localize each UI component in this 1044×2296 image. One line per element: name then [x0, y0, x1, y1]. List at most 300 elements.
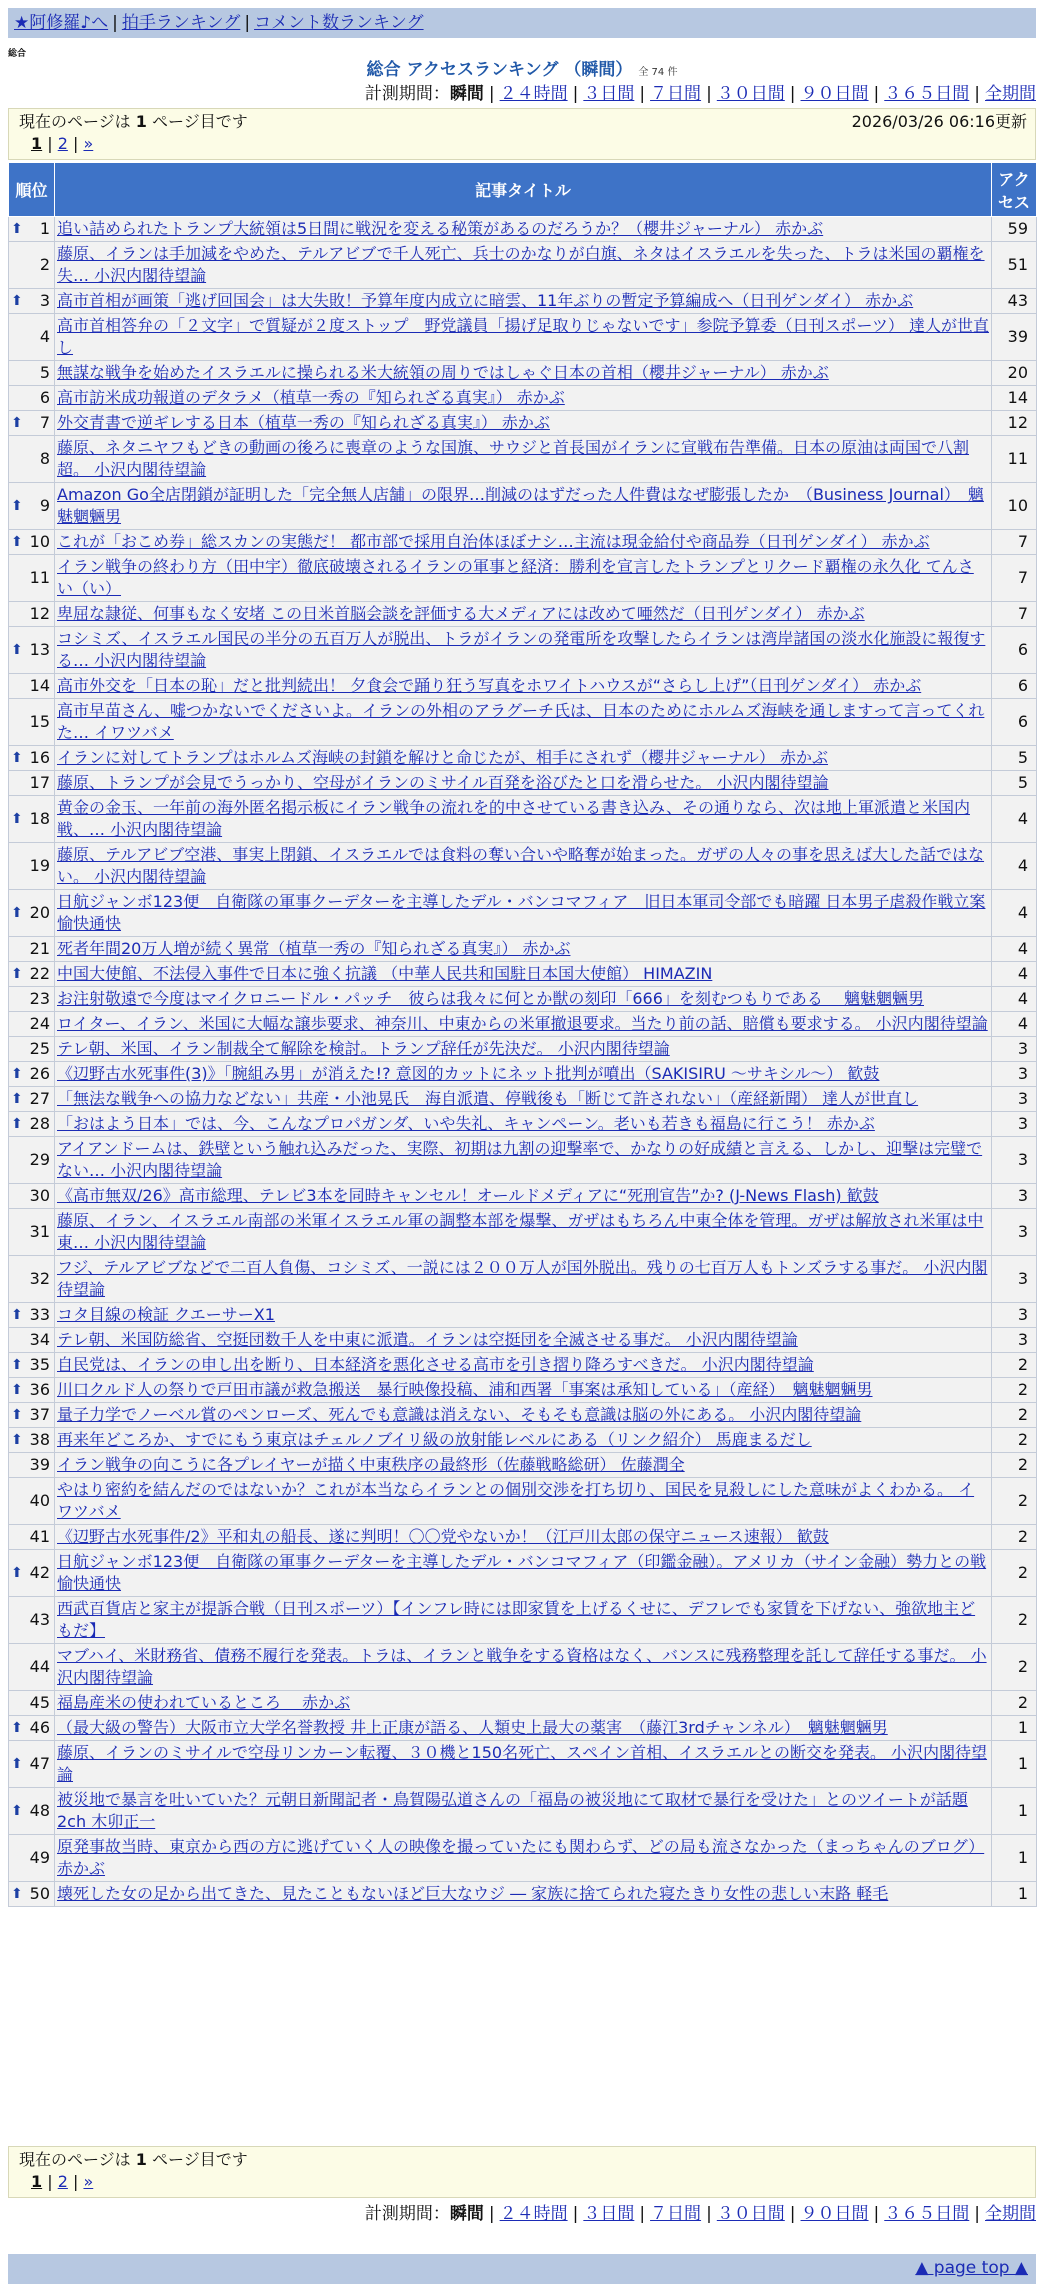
table-row	[9, 314, 1037, 361]
title-cell	[55, 1037, 992, 1062]
access-count: 51	[992, 242, 1037, 289]
title-cell	[55, 962, 992, 987]
period-separator: |	[639, 2204, 646, 2224]
page-top-link[interactable]: ▲ page top ▲	[915, 2258, 1028, 2278]
article-link[interactable]: 《辺野古水死事件/2》平和丸の船長、遂に判明！〇〇党やないか！（江戸川太郎の保守ニュース速報） 歓鼓	[57, 1527, 829, 1546]
title-cell	[55, 483, 992, 530]
rank-cell	[9, 1137, 55, 1184]
access-count: 4	[992, 987, 1037, 1012]
article-link[interactable]: 自民党は、イランの申し出を断り、日本経済を悪化させる高市を引き摺り降ろすべきだ。 小沢内閣待望論	[57, 1355, 814, 1374]
rank-cell	[9, 627, 55, 674]
rank-number: 37	[29, 1405, 50, 1424]
title-cell	[55, 771, 992, 796]
title-cell	[55, 674, 992, 699]
article-link[interactable]: 藤原、イランは手加減をやめた、テルアビブで千人死亡、兵士のかなりが白旗、ネタはイスラエルを失った、トラは米国の覇権を失… 小沢内閣待望論	[57, 244, 985, 285]
article-link[interactable]: 日航ジャンボ123便 自衛隊の軍事クーデターを主導したデル・バンコマフィア（印鑑金融）。アメリカ（サイン金融）勢力との戦 愉快通快	[57, 1552, 987, 1593]
rank-number: 31	[29, 1222, 50, 1241]
rank-cell	[9, 1112, 55, 1137]
rank-cell	[9, 699, 55, 746]
rank-up-arrow-icon: ⬆	[11, 1066, 23, 1082]
rank-cell	[9, 483, 55, 530]
rank-up-arrow-icon: ⬆	[11, 1357, 23, 1373]
rank-cell	[9, 386, 55, 411]
table-row	[9, 242, 1037, 289]
title-cell	[55, 314, 992, 361]
table-row	[9, 796, 1037, 843]
article-link[interactable]: イラン戦争の終わり方（田中宇）徹底破壊されるイランの軍事と経済：勝利を宣言したトランプとリクード覇権の永久化 てんさい（い）	[57, 557, 974, 598]
article-link[interactable]: 福島産米の使われているところ 赤かぶ	[57, 1693, 351, 1712]
article-link[interactable]: 藤原、トランプが会見でうっかり、空母がイランのミサイル百発を浴びたと口を滑らせた。 小沢内閣待望論	[57, 773, 829, 792]
table-row	[9, 1716, 1037, 1741]
period-separator: |	[789, 84, 796, 104]
access-count: 3	[992, 1037, 1037, 1062]
table-row	[9, 483, 1037, 530]
access-count: 2	[992, 1453, 1037, 1478]
page-2-link[interactable]: 2	[57, 2172, 68, 2191]
table-row	[9, 217, 1037, 242]
rank-number: 12	[29, 604, 50, 623]
article-link[interactable]: 藤原、イランのミサイルで空母リンカーン転覆、３０機と150名死亡、スペイン首相、イスラエルとの断交を発表。 小沢内閣待望論	[57, 1743, 988, 1784]
title-cell	[55, 937, 992, 962]
title-cell	[55, 1012, 992, 1037]
rank-up-arrow-icon: ⬆	[11, 534, 23, 550]
table-row	[9, 1184, 1037, 1209]
table-row	[9, 1403, 1037, 1428]
title-cell	[55, 1137, 992, 1184]
article-link[interactable]: イラン戦争の向こうに各プレイヤーが描く中東秩序の最終形（佐藤戦略総研） 佐藤潤全	[57, 1455, 685, 1474]
article-link[interactable]: Amazon Go全店閉鎖が証明した「完全無人店舗」の限界…削減のはずだった人件費はなぜ膨張したか （Business Journal） 魑魅魍魎男	[57, 485, 984, 526]
rank-number: 50	[29, 1884, 50, 1903]
article-link[interactable]: これが「おこめ券」総スカンの実態だ！ 都市部で採用自治体ほぼナシ…主流は現金給付や商品券（日刊ゲンダイ） 赤かぶ	[57, 532, 930, 551]
period-separator: |	[572, 2204, 579, 2224]
article-link[interactable]: 死者年間20万人増が続く異常（植草一秀の『知られざる真実』） 赤かぶ	[57, 939, 571, 958]
article-link[interactable]: 壊死した女の足から出てきた、見たこともないほど巨大なウジ ― 家族に捨てられた寝たきり女性の悲しい末路 軽毛	[57, 1884, 889, 1903]
table-row	[9, 1037, 1037, 1062]
page-2-link[interactable]: 2	[57, 134, 68, 153]
rank-cell	[9, 1378, 55, 1403]
rank-number: 23	[29, 989, 50, 1008]
table-row	[9, 386, 1037, 411]
article-link[interactable]: 高市首相答弁の「２文字」で質疑が２度ストップ 野党議員「揚げ足取りじゃないです」参院予算委（日刊スポーツ） 達人が世直し	[57, 316, 989, 357]
title-cell	[55, 217, 992, 242]
rank-cell	[9, 555, 55, 602]
rank-number: 10	[29, 532, 50, 551]
table-row	[9, 699, 1037, 746]
table-row	[9, 1353, 1037, 1378]
article-link[interactable]: コタ目線の検証 クエーサーX1	[57, 1305, 275, 1324]
title-cell	[55, 987, 992, 1012]
period-option-link[interactable]: ２４時間	[499, 2204, 568, 2224]
table-row	[9, 1644, 1037, 1691]
rank-number: 3	[39, 291, 50, 310]
title-cell	[55, 386, 992, 411]
rank-up-arrow-icon: ⬆	[11, 1307, 23, 1323]
article-link[interactable]: 「無法な戦争への協力などない」共産・小池晃氏 海自派遣、停戦後も「断じて許されない」（産経新聞） 達人が世直し	[57, 1089, 919, 1108]
rank-number: 18	[29, 809, 50, 828]
access-count: 2	[992, 1525, 1037, 1550]
table-row	[9, 1112, 1037, 1137]
current-page-post: ページ目です	[146, 2150, 248, 2169]
table-header-row	[9, 163, 1037, 217]
article-link[interactable]: 藤原、テルアビブ空港、事実上閉鎖、イスラエルでは食料の奪い合いや略奪が始まった。ガザの人々の事を思えば大した話ではない。 小沢内閣待望論	[57, 845, 985, 886]
period-option-link[interactable]: 全期間	[985, 84, 1036, 104]
article-link[interactable]: テレ朝、米国防総省、空挺団数千人を中東に派遣。イランは空挺団を全滅させる事だ。 小沢内閣待望論	[57, 1330, 798, 1349]
rank-cell	[9, 1741, 55, 1788]
rank-cell	[9, 1597, 55, 1644]
comment-ranking-link[interactable]: コメント数ランキング	[254, 13, 424, 33]
title-cell	[55, 1691, 992, 1716]
access-count: 2	[992, 1428, 1037, 1453]
article-link[interactable]: 「おはよう日本」では、今、こんなプロパガンダ、いや失礼、キャンペーン。老いも若きも福島に行こう！ 赤かぶ	[57, 1114, 875, 1133]
rank-number: 13	[29, 640, 50, 659]
table-row	[9, 987, 1037, 1012]
article-link[interactable]: 無謀な戦争を始めたイスラエルに操られる米大統領の周りではしゃぐ日本の首相（櫻井ジャーナル） 赤かぶ	[57, 363, 829, 382]
next-page-link[interactable]: »	[83, 2172, 94, 2191]
rank-cell	[9, 289, 55, 314]
rank-cell	[9, 1478, 55, 1525]
rank-cell	[9, 1184, 55, 1209]
period-current: 瞬間	[449, 2204, 484, 2224]
article-link[interactable]: 高市早苗さん、嘘つかないでくださいよ。イランの外相のアラグーチ氏は、日本のためにホルムズ海峡を通しますって言ってくれた… イワツバメ	[57, 701, 985, 742]
access-count: 3	[992, 1209, 1037, 1256]
article-link[interactable]: コシミズ、イスラエル国民の半分の五百万人が脱出、トラがイランの発電所を攻撃したらイランは湾岸諸国の淡水化施設に報復する… 小沢内閣待望論	[57, 629, 986, 670]
table-row	[9, 1378, 1037, 1403]
rank-cell	[9, 1525, 55, 1550]
title-cell	[55, 1209, 992, 1256]
article-link[interactable]: 《辺野古水死事件(3)》「腕組み男」が消えた!? 意図的カットにネット批判が噴出（SAKISIRU 〜サキシル〜） 歓鼓	[57, 1064, 880, 1083]
page-separator: |	[67, 2172, 84, 2191]
access-count: 1	[992, 1741, 1037, 1788]
rank-cell	[9, 217, 55, 242]
article-link[interactable]: アイアンドームは、鉄壁という触れ込みだった、実際、初期は九割の迎撃率で、かなりの好成績と言える、しかし、迎撃は完璧でない… 小沢内閣待望論	[57, 1139, 983, 1180]
rank-up-arrow-icon: ⬆	[11, 1091, 23, 1107]
rank-number: 36	[29, 1380, 50, 1399]
article-link[interactable]: 追い詰められたトランプ大統領は5日間に戦況を変える秘策があるのだろうか？（櫻井ジャーナル） 赤かぶ	[57, 219, 824, 238]
rank-number: 29	[29, 1150, 50, 1169]
rank-up-arrow-icon: ⬆	[11, 1803, 23, 1819]
rank-cell	[9, 361, 55, 386]
period-selector-top	[365, 82, 1036, 106]
title-cell	[55, 1644, 992, 1691]
period-separator: |	[873, 84, 880, 104]
current-page-pre: 現在のページは	[19, 2150, 136, 2169]
rank-cell	[9, 1328, 55, 1353]
table-row	[9, 890, 1037, 937]
period-option-link[interactable]: 全期間	[985, 2204, 1036, 2224]
rank-up-arrow-icon: ⬆	[11, 1720, 23, 1736]
period-separator: |	[488, 84, 495, 104]
period-option-link[interactable]: ７日間	[650, 2204, 702, 2224]
period-option-link[interactable]: ２４時間	[499, 84, 568, 104]
article-link[interactable]: 卑屈な隷従、何事もなく安堵 この日米首脳会談を評価する大メディアには改めて唖然だ（日刊ゲンダイ） 赤かぶ	[57, 604, 865, 623]
period-separator: |	[789, 2204, 796, 2224]
rank-number: 21	[29, 939, 50, 958]
table-row	[9, 674, 1037, 699]
table-row	[9, 1835, 1037, 1882]
rank-number: 25	[29, 1039, 50, 1058]
article-link[interactable]: マブハイ、米財務省、債務不履行を発表。トラは、イランと戦争をする資格はなく、バンスに残務整理を託して辞任する事だ。 小沢内閣待望論	[57, 1646, 987, 1687]
table-row	[9, 1303, 1037, 1328]
access-header: アクセス	[992, 163, 1037, 217]
table-row	[9, 1256, 1037, 1303]
title-cell	[55, 1303, 992, 1328]
access-count: 2	[992, 1478, 1037, 1525]
rank-number: 30	[29, 1186, 50, 1205]
table-row	[9, 962, 1037, 987]
article-link[interactable]: 日航ジャンボ123便 自衛隊の軍事クーデターを主導したデル・バンコマフィア 旧日本軍司令部でも暗躍 日本男子虐殺作戦立案 愉快通快	[57, 892, 986, 933]
rank-cell	[9, 1012, 55, 1037]
table-row	[9, 627, 1037, 674]
rank-number: 19	[29, 856, 50, 875]
period-option-link[interactable]: ３６５日間	[884, 84, 970, 104]
rank-number: 26	[29, 1064, 50, 1083]
access-count: 4	[992, 1012, 1037, 1037]
rank-number: 48	[29, 1801, 50, 1820]
current-page-number: 1	[135, 112, 147, 131]
title-cell	[55, 1788, 992, 1835]
title-cell	[55, 1550, 992, 1597]
rank-number: 38	[29, 1430, 50, 1449]
rank-number: 2	[39, 255, 50, 274]
rank-cell	[9, 1403, 55, 1428]
article-link[interactable]: 高市訪米成功報道のデタラメ（植草一秀の『知られざる真実』） 赤かぶ	[57, 388, 565, 407]
article-link[interactable]: 被災地で暴言を吐いていた？元朝日新聞記者・鳥賀陽弘道さんの「福島の被災地にて取材で暴行を受けた」とのツイートが話題 2ch 木卯正一	[57, 1790, 968, 1831]
access-count: 7	[992, 602, 1037, 627]
nav-separator: |	[112, 13, 118, 33]
page-title-text: 総合 アクセスランキング （瞬間）	[366, 60, 633, 80]
rank-cell	[9, 1353, 55, 1378]
period-label: 計測期間：	[364, 84, 450, 104]
period-separator: |	[639, 84, 646, 104]
table-row	[9, 1525, 1037, 1550]
rank-number: 35	[29, 1355, 50, 1374]
rank-number: 5	[39, 363, 50, 382]
title-cell	[55, 1453, 992, 1478]
rank-cell	[9, 674, 55, 699]
rank-number: 8	[39, 449, 50, 468]
period-current: 瞬間	[449, 84, 484, 104]
access-count: 2	[992, 1644, 1037, 1691]
title-cell	[55, 890, 992, 937]
article-link[interactable]: 原発事故当時、東京から西の方に逃げていく人の映像を撮っていたにも関わらず、どの局も流さなかった（まっちゃんのブログ） 赤かぶ	[57, 1837, 985, 1878]
title-cell	[55, 361, 992, 386]
title-cell	[55, 746, 992, 771]
title-cell	[55, 627, 992, 674]
rank-cell	[9, 771, 55, 796]
table-row	[9, 1882, 1037, 1907]
period-separator: |	[974, 2204, 980, 2224]
rank-cell	[9, 1691, 55, 1716]
article-link[interactable]: 黄金の金玉、一年前の海外匿名掲示板にイラン戦争の流れを的中させている書き込み、その通りなら、次は地上軍派遣と米国内戦、… 小沢内閣待望論	[57, 798, 970, 839]
rank-cell	[9, 1835, 55, 1882]
access-count: 59	[992, 217, 1037, 242]
title-cell	[55, 1525, 992, 1550]
rank-number: 41	[29, 1527, 50, 1546]
rank-number: 24	[29, 1014, 50, 1033]
rank-cell	[9, 937, 55, 962]
access-count: 1	[992, 1716, 1037, 1741]
access-count: 3	[992, 1062, 1037, 1087]
access-count: 6	[992, 674, 1037, 699]
access-count: 2	[992, 1691, 1037, 1716]
rank-cell	[9, 1550, 55, 1597]
rank-up-arrow-icon: ⬆	[11, 1565, 23, 1581]
article-link[interactable]: 再来年どころか、すでにもう東京はチェルノブイリ級の放射能レベルにある（リンク紹介） 馬鹿まるだし	[57, 1430, 812, 1449]
access-count: 3	[992, 1087, 1037, 1112]
article-link[interactable]: ロイター、イラン、米国に大幅な譲歩要求、神奈川、中東からの米軍撤退要求。当たり前の話、賠償も要求する。 小沢内閣待望論	[57, 1014, 988, 1033]
rank-number: 7	[39, 413, 50, 432]
period-option-link[interactable]: ９０日間	[800, 2204, 869, 2224]
total-count: 全 74 件	[638, 67, 678, 78]
rank-number: 39	[29, 1455, 50, 1474]
rank-cell	[9, 1882, 55, 1907]
title-cell	[55, 1353, 992, 1378]
article-link[interactable]: 高市首相が画策「逃げ回国会」は大失敗！予算年度内成立に暗雲、11年ぶりの暫定予算編成へ（日刊ゲンダイ） 赤かぶ	[57, 291, 914, 310]
table-row	[9, 843, 1037, 890]
access-count: 6	[992, 699, 1037, 746]
article-link[interactable]: 藤原、ネタニヤフもどきの動画の後ろに喪章のような国旗、サウジと首長国がイランに宣戦布告準備。日本の原油は両国で八割超。 小沢内閣待望論	[57, 438, 970, 479]
page-title	[0, 58, 1044, 85]
rank-up-arrow-icon: ⬆	[11, 1756, 23, 1772]
rank-number: 9	[39, 496, 50, 515]
table-row	[9, 1691, 1037, 1716]
title-cell	[55, 242, 992, 289]
rank-number: 16	[29, 748, 50, 767]
access-count: 43	[992, 289, 1037, 314]
rank-cell	[9, 436, 55, 483]
next-page-link[interactable]: »	[83, 134, 94, 153]
rank-number: 45	[29, 1693, 50, 1712]
table-row	[9, 289, 1037, 314]
title-cell	[55, 1741, 992, 1788]
period-option-link[interactable]: ３日間	[583, 2204, 635, 2224]
access-count: 3	[992, 1256, 1037, 1303]
period-selector-bottom	[365, 2202, 1036, 2226]
rank-up-arrow-icon: ⬆	[11, 293, 23, 309]
article-link[interactable]: 中国大使館、不法侵入事件で日本に強く抗議 （中華人民共和国駐日本国大使館） HIMAZIN	[57, 964, 713, 983]
home-link[interactable]: ★阿修羅♪へ	[14, 13, 109, 33]
rank-cell	[9, 530, 55, 555]
access-count: 2	[992, 1403, 1037, 1428]
period-option-link[interactable]: ３日間	[583, 84, 635, 104]
rank-up-arrow-icon: ⬆	[11, 221, 23, 237]
article-link[interactable]: やはり密約を結んだのではないか？これが本当ならイランとの個別交渉を打ち切り、国民を見殺しにした意味がよくわかる。 イワツバメ	[57, 1480, 975, 1521]
title-cell	[55, 1062, 992, 1087]
period-option-link[interactable]: ３０日間	[716, 84, 785, 104]
title-cell	[55, 1478, 992, 1525]
table-row	[9, 1137, 1037, 1184]
article-link[interactable]: 川口クルド人の祭りで戸田市議が救急搬送 暴行映像投稿、浦和西署「事案は承知している」（産経） 魑魅魍魎男	[57, 1380, 873, 1399]
access-count: 11	[992, 436, 1037, 483]
article-link[interactable]: 藤原、イラン、イスラエル南部の米軍イスラエル軍の調整本部を爆撃、ガザはもちろん中東全体を管理。ガザは解放され米軍は中東… 小沢内閣待望論	[57, 1211, 984, 1252]
table-row	[9, 1453, 1037, 1478]
title-cell	[55, 1428, 992, 1453]
article-link[interactable]: 外交青書で逆ギレする日本（植草一秀の『知られざる真実』） 赤かぶ	[57, 413, 550, 432]
period-option-link[interactable]: ９０日間	[800, 84, 869, 104]
table-row	[9, 436, 1037, 483]
access-count: 2	[992, 1378, 1037, 1403]
access-count: 4	[992, 843, 1037, 890]
table-row	[9, 1788, 1037, 1835]
period-option-link[interactable]: ７日間	[650, 84, 702, 104]
rank-number: 15	[29, 712, 50, 731]
article-link[interactable]: 西武百貨店と家主が提訴合戦（日刊スポーツ）【インフレ時には即家賃を上げるくせに、デフレでも家賃を下げない、強欲地主どもだ】	[57, 1599, 976, 1640]
period-separator: |	[974, 84, 980, 104]
rank-number: 28	[29, 1114, 50, 1133]
rank-number: 22	[29, 964, 50, 983]
access-count: 3	[992, 1328, 1037, 1353]
period-option-link[interactable]: ３０日間	[716, 2204, 785, 2224]
access-count: 14	[992, 386, 1037, 411]
rank-number: 32	[29, 1269, 50, 1288]
rank-up-arrow-icon: ⬆	[11, 1407, 23, 1423]
access-count: 1	[992, 1788, 1037, 1835]
article-link[interactable]: テレ朝、米国、イラン制裁全て解除を検討。トランプ辞任が先決だ。 小沢内閣待望論	[57, 1039, 670, 1058]
rank-up-arrow-icon: ⬆	[11, 966, 23, 982]
period-option-link[interactable]: ３６５日間	[884, 2204, 970, 2224]
rank-cell	[9, 1788, 55, 1835]
title-header: 記事タイトル	[55, 163, 992, 217]
title-cell	[55, 1184, 992, 1209]
rank-number: 44	[29, 1657, 50, 1676]
table-row	[9, 1012, 1037, 1037]
page-links	[31, 133, 1025, 155]
table-row	[9, 1741, 1037, 1788]
rank-cell	[9, 411, 55, 436]
current-page-post: ページ目です	[146, 112, 248, 131]
current-page-text	[19, 2149, 1025, 2171]
pagination-top	[8, 108, 1036, 160]
access-count: 2	[992, 1353, 1037, 1378]
article-link[interactable]: イランに対してトランプはホルムズ海峡の封鎖を解けと命じたが、相手にされず（櫻井ジャーナル） 赤かぶ	[57, 748, 829, 767]
article-link[interactable]: フジ、テルアビブなどで二百人負傷、コシミズ、一説には２００万人が国外脱出。残りの七百万人もトンズラする事だ。 小沢内閣待望論	[57, 1258, 988, 1299]
table-row	[9, 1328, 1037, 1353]
access-count: 5	[992, 746, 1037, 771]
article-link[interactable]: 量子力学でノーベル賞のペンローズ、死んでも意識は消えない、そもそも意識は脳の外にある。 小沢内閣待望論	[57, 1405, 862, 1424]
rank-up-arrow-icon: ⬆	[11, 750, 23, 766]
table-row	[9, 530, 1037, 555]
rank-cell	[9, 242, 55, 289]
title-cell	[55, 796, 992, 843]
rank-up-arrow-icon: ⬆	[11, 1382, 23, 1398]
rank-number: 1	[39, 219, 50, 238]
article-link[interactable]: 高市外交を「日本の恥」だと批判続出！ 夕食会で踊り狂う写真をホワイトハウスが“さらし上げ”（日刊ゲンダイ） 赤かぶ	[57, 676, 922, 695]
rank-number: 4	[39, 327, 50, 346]
rank-up-arrow-icon: ⬆	[11, 905, 23, 921]
title-cell	[55, 1882, 992, 1907]
access-count: 7	[992, 530, 1037, 555]
page-separator: |	[42, 134, 58, 153]
title-cell	[55, 602, 992, 627]
access-count: 1	[992, 1835, 1037, 1882]
table-row	[9, 1428, 1037, 1453]
rank-number: 47	[29, 1754, 50, 1773]
access-count: 3	[992, 1112, 1037, 1137]
rank-number: 20	[29, 903, 50, 922]
rank-number: 43	[29, 1610, 50, 1629]
rank-cell	[9, 314, 55, 361]
bottom-bar	[8, 2254, 1036, 2284]
period-separator: |	[572, 84, 579, 104]
page-separator: |	[42, 2172, 58, 2191]
article-link[interactable]: （最大級の警告）大阪市立大学名誉教授 井上正康が語る、人類史上最大の薬害 （藤江3rdチャンネル） 魑魅魍魎男	[57, 1718, 888, 1737]
access-count: 4	[992, 890, 1037, 937]
clap-ranking-link[interactable]: 拍手ランキング	[121, 13, 241, 33]
current-page-pre: 現在のページは	[19, 112, 136, 131]
title-cell	[55, 1403, 992, 1428]
article-link[interactable]: 《高市無双/26》高市総理、テレビ3本を同時キャンセル！オールドメディアに“死刑宣告”か? (J-News Flash) 歓鼓	[57, 1186, 879, 1205]
article-link[interactable]: お注射敬遠で今度はマイクロニードル・パッチ 彼らは我々に何とか獣の刻印「666」を刻むつもりである 魑魅魍魎男	[57, 989, 924, 1008]
